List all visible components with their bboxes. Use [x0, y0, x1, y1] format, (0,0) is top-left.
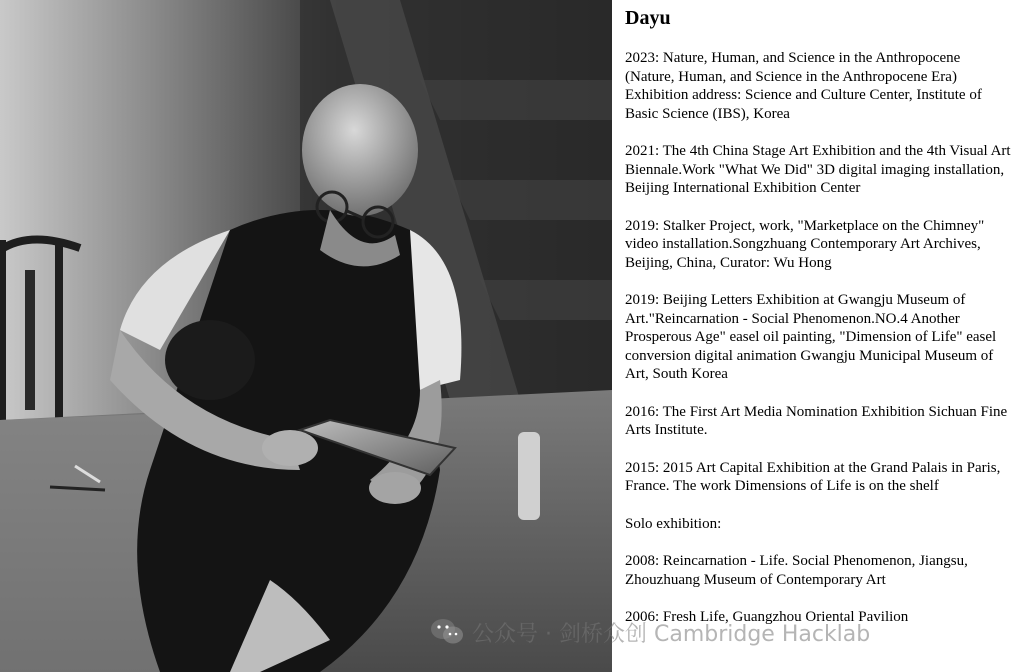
exhibition-entry: 2019: Beijing Letters Exhibition at Gwangju Museum of Art."Reincarnation - Social Phenomenon.NO.4 Another Prosperous Age" easel oil painting, "Dimension of Life" easel conversion digital animation Gwangju Municipal Museum of Art, South Korea	[625, 292, 997, 382]
watermark-text: 公众号 · 剑桥众创 Cambridge Hacklab	[472, 621, 871, 647]
section-heading-solo: Solo exhibition:	[625, 515, 722, 532]
exhibition-entry: 2019: Stalker Project, work, "Marketplace on the Chimney" video installation.Songzhuang Contemporary Art Archives, Beijing, China, Curator: Wu Hong	[625, 217, 985, 271]
exhibition-entry: 2023: Nature, Human, and Science in the Anthropocene (Nature, Human, and Science in the Anthropocene Era) Exhibition address: Science and Culture Center, Institute of Basic Science (IBS), Korea	[625, 50, 982, 122]
exhibition-entry: 2008: Reincarnation - Life. Social Phenomenon, Jiangsu, Zhouzhuang Museum of Contemporary Art	[625, 553, 968, 588]
artist-name: Dayu	[625, 7, 671, 29]
biography-column	[625, 6, 1013, 646]
exhibition-entry: 2016: The First Art Media Nomination Exhibition Sichuan Fine Arts Institute.	[625, 403, 1008, 438]
exhibition-entry: 2006: Fresh Life, Guangzhou Oriental Pavilion	[625, 609, 909, 625]
exhibition-entry: 2021: The 4th China Stage Art Exhibition and the 4th Visual Art Biennale.Work "What We Did" 3D digital imaging installation, Beijing International Exhibition Center	[625, 143, 1011, 196]
exhibition-entry: 2015: 2015 Art Capital Exhibition at the Grand Palais in Paris, France. The work Dimensions of Life is on the shelf	[625, 459, 1001, 494]
